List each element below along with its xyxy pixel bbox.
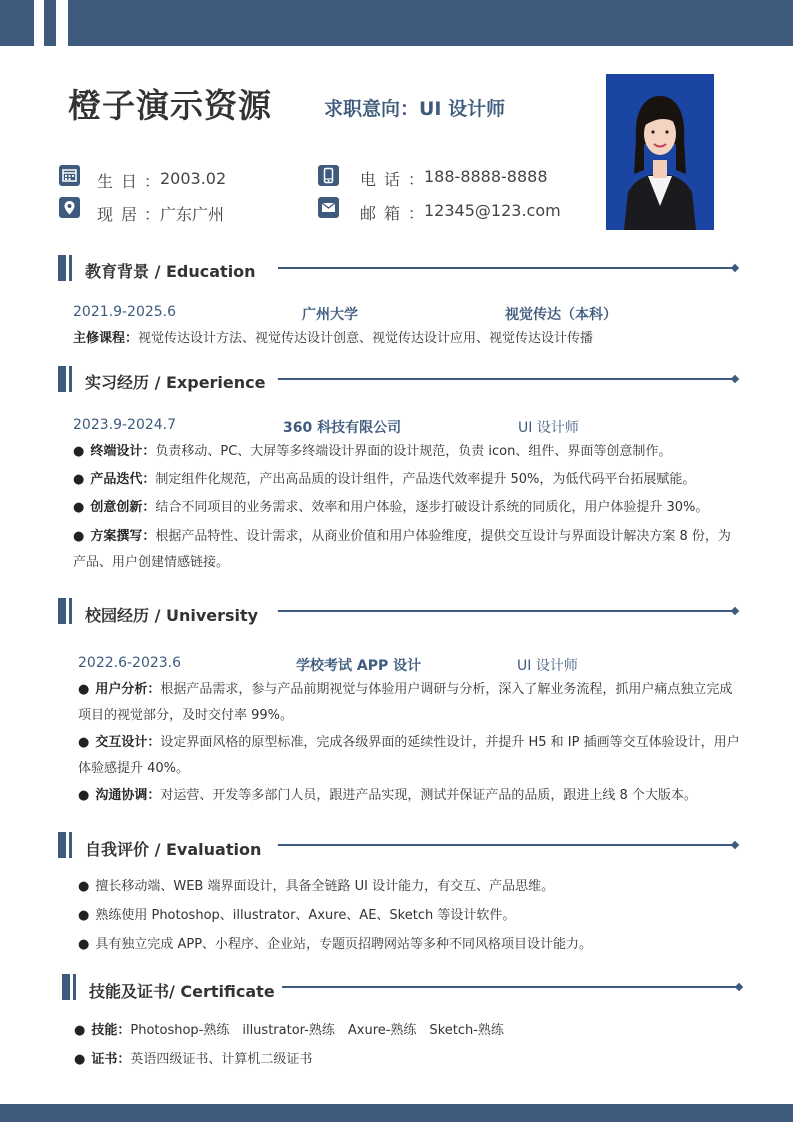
evaluation-item: ● 具有独立完成 APP、小程序、企业站，专题页招聘网站等多种不同风格项目设计能力。 <box>78 937 593 952</box>
university-divider-dot <box>731 607 739 615</box>
university-date: 2022.6-2023.6 <box>78 655 182 671</box>
evaluation-divider-dot <box>731 841 739 849</box>
certificate-marker <box>62 974 76 1000</box>
phone-label: 电话 <box>360 170 409 189</box>
experience-company: 360 科技有限公司 <box>283 420 402 436</box>
skills-line: ● 技能：Photoshop-熟练 illustrator-熟练 Axure-熟练 Sketch-熟练 <box>74 1023 504 1038</box>
course-text: 视觉传达设计方法、视觉传达设计创意、视觉传达设计应用、视觉传达设计传播 <box>138 331 594 346</box>
certificate-divider-dot <box>735 983 743 991</box>
certificates-line: ● 证书：英语四级证书、计算机二级证书 <box>74 1052 313 1067</box>
mail-colon: ： <box>408 204 425 223</box>
phone-colon: ： <box>408 170 425 189</box>
experience-item: ● 终端设计：负责移动、PC、大屏等多终端设计界面的设计规范，负责 icon、组件、界面等创意制作。 <box>73 444 672 459</box>
education-major: 视觉传达（本科） <box>505 307 617 323</box>
experience-item: ● 方案撰写：根据产品特性、设计需求，从商业价值和用户体验维度，提供交互设计与界面设计解决方案 8 份，为产品、用户创建情感链接。 <box>73 529 731 570</box>
birth-label: 生日 <box>97 172 146 191</box>
experience-divider-dot <box>731 375 739 383</box>
evaluation-item: ● 擅长移动端、WEB 端界面设计，具备全链路 UI 设计能力，有交互、产品思维。 <box>78 879 555 894</box>
mail-icon <box>318 197 339 218</box>
education-divider-dot <box>731 264 739 272</box>
university-role: UI 设计师 <box>517 658 578 674</box>
calendar-icon <box>59 165 80 186</box>
location-icon <box>59 197 80 218</box>
certificate-title: 技能及证书/ Certificate <box>89 982 275 1001</box>
bottom-bar <box>0 1104 793 1122</box>
university-divider <box>278 610 735 612</box>
certificate-divider <box>282 986 739 988</box>
evaluation-marker <box>58 832 72 858</box>
candidate-name: 橙子演示资源 <box>68 86 272 125</box>
experience-divider <box>278 378 735 380</box>
address-value: 广东广州 <box>160 205 225 224</box>
education-school: 广州大学 <box>302 307 358 323</box>
phone-icon <box>318 165 339 186</box>
top-bar-mid <box>44 0 56 46</box>
profile-photo <box>606 74 714 230</box>
birth-colon: ： <box>144 172 161 191</box>
address-colon: ： <box>144 205 161 224</box>
education-divider <box>278 267 735 269</box>
experience-date: 2023.9-2024.7 <box>73 417 177 433</box>
top-bar-right <box>68 0 793 46</box>
experience-title: 实习经历 / Experience <box>85 373 266 392</box>
education-date: 2021.9-2025.6 <box>73 304 177 320</box>
evaluation-divider <box>278 844 735 846</box>
experience-marker <box>58 366 72 392</box>
education-marker <box>58 255 72 281</box>
university-project: 学校考试 APP 设计 <box>296 658 422 674</box>
evaluation-title: 自我评价 / Evaluation <box>85 840 262 859</box>
birth-value: 2003.02 <box>160 169 227 188</box>
education-title: 教育背景 / Education <box>85 262 256 281</box>
mail-value: 12345@123.com <box>424 201 561 220</box>
phone-value: 188-8888-8888 <box>424 167 548 186</box>
university-title: 校园经历 / University <box>85 606 259 625</box>
university-item: ● 交互设计：设定界面风格的原型标准，完成各级界面的延续性设计，并提升 H5 和 IP 插画等交互体验设计，用户体验感提升 40%。 <box>78 735 740 776</box>
university-item: ● 沟通协调：对运营、开发等多部门人员，跟进产品实现，测试并保证产品的品质，跟进上线 8 个大版本。 <box>78 788 697 803</box>
course-label: 主修课程： <box>73 331 139 346</box>
university-item: ● 用户分析：根据产品需求，参与产品前期视觉与体验用户调研与分析，深入了解业务流程，抓用户痛点独立完成项目的视觉部分，及时交付率 99%。 <box>78 682 733 723</box>
job-intent: 求职意向：UI 设计师 <box>324 98 506 120</box>
evaluation-item: ● 熟练使用 Photoshop、illustrator、Axure、AE、Sketch 等设计软件。 <box>78 908 516 923</box>
top-bar-left <box>0 0 34 46</box>
university-marker <box>58 598 72 624</box>
experience-role: UI 设计师 <box>518 420 579 436</box>
experience-item: ● 产品迭代：制定组件化规范，产出高品质的设计组件，产品迭代效率提升 50%，为低代码平台拓展赋能。 <box>73 472 696 487</box>
education-courses <box>73 326 593 352</box>
experience-item: ● 创意创新：结合不同项目的业务需求、效率和用户体验，逐步打破设计系统的同质化，用户体验提升 30%。 <box>73 500 709 515</box>
mail-label: 邮箱 <box>360 204 409 223</box>
address-label: 现居 <box>97 205 146 224</box>
